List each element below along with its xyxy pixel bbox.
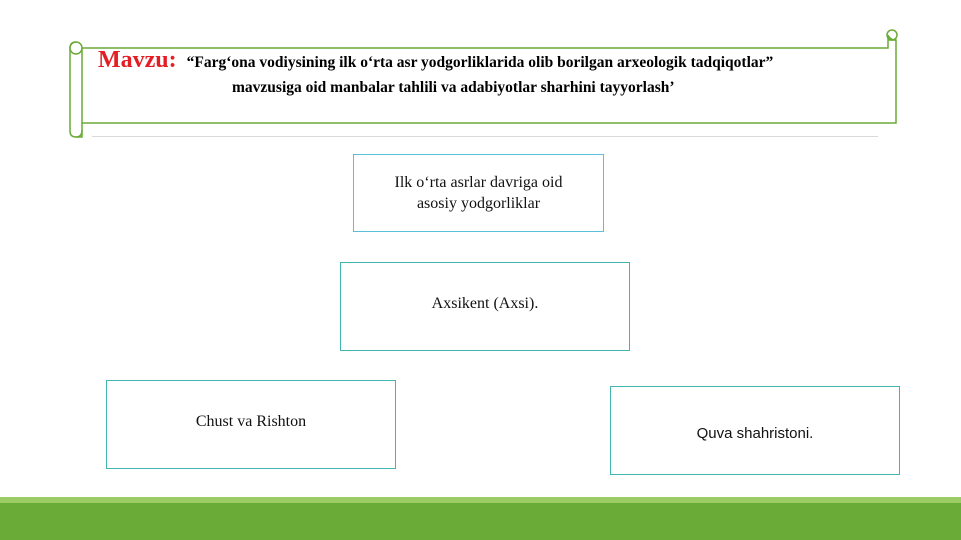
divider xyxy=(92,136,878,137)
main-topic-box xyxy=(353,154,604,232)
title-line-1 xyxy=(98,47,898,74)
footer-bar xyxy=(0,503,961,540)
quva-box xyxy=(610,386,900,475)
chust-rishton-box xyxy=(106,380,396,469)
axsikent-box xyxy=(340,262,630,351)
main-topic-text: Ilk o‘rta asrlar davriga oid asosiy yodgorliklar xyxy=(394,174,563,212)
chust-rishton-text: Chust va Rishton xyxy=(195,413,307,430)
quva-text: Quva shahristoni. xyxy=(696,425,814,442)
axsikent-text: Axsikent (Axsi). xyxy=(431,295,539,312)
title-label: Mavzu: xyxy=(98,47,177,73)
title-text-1: “Farg‘ona vodiysining ilk o‘rta asr yodgorliklarida olib borilgan arxeologik tadqiqotlar” xyxy=(186,54,774,71)
title-line-2: mavzusiga oid manbalar tahlili va adabiyotlar sharhini tayyorlash’ xyxy=(232,79,675,96)
